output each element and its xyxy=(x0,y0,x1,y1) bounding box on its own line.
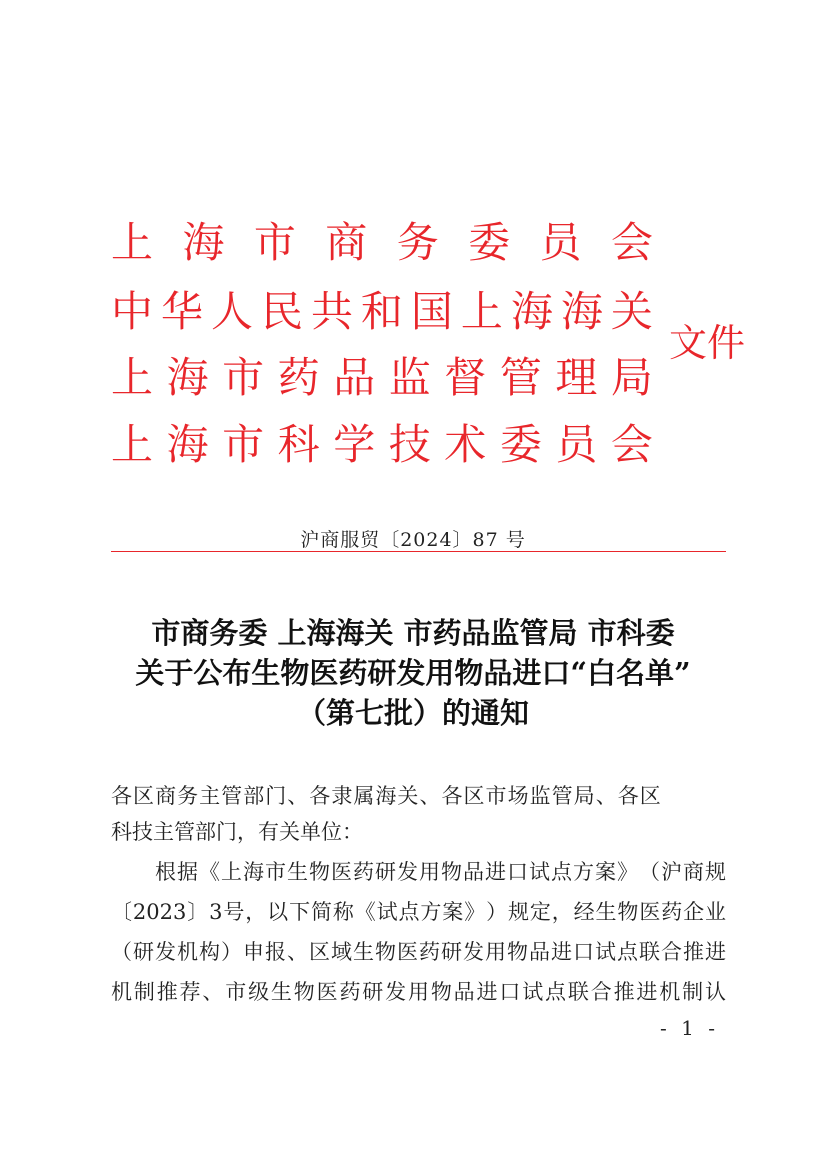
paragraph-line: 根 据 《 上 海 市 生 物 医 药 研 发 用 物 品 进 口 试 点 方 案 》 （ 沪 商 规 xyxy=(155,860,726,884)
agency-name-customs: 中 华 人 民 共 和 国 上 海 海 关 xyxy=(111,287,653,336)
paragraph-line: 机 制 推 荐 、 市 级 生 物 医 药 研 发 用 物 品 进 口 试 点 联 合 推 进 机 制 认 xyxy=(111,980,726,1004)
title-line: 市商务委 上海海关 市药品监管局 市科委 xyxy=(151,616,675,650)
document-suffix: 文件 xyxy=(669,321,746,365)
agency-name-drug-admin: 上 海 市 药 品 监 督 管 理 局 xyxy=(111,353,653,402)
agency-name-science: 上 海 市 科 学 技 术 委 员 会 xyxy=(111,420,653,469)
recipients-line: 科技主管部门，有关单位： xyxy=(111,820,363,844)
page-number: - 1 - xyxy=(660,1016,719,1040)
title-line: （第七批）的通知 xyxy=(296,696,529,730)
recipients-line: 各 区 商 务 主 管 部 门 、 各 隶 属 海 关 、 各 区 市 场 监 管 局 、 各 区 xyxy=(111,784,661,808)
paragraph-line: （ 研 发 机 构 ） 申 报 、 区 域 生 物 医 药 研 发 用 物 品 进 口 试 点 联 合 推 进 xyxy=(111,940,726,964)
paragraph-line: 〔 2023 〕 3 号 ， 以 下 简 称 《 试 点 方 案 》 ） 规 定 ， 经 生 物 医 药 企 业 xyxy=(111,900,726,924)
agency-name-commerce: 上 海 市 商 务 委 员 会 xyxy=(111,218,653,267)
document-number: 沪商服贸〔2024〕87 号 xyxy=(300,529,526,551)
red-divider xyxy=(111,551,726,552)
title-line: 关于公布生物医药研发用物品进口“白名单” xyxy=(135,656,691,690)
